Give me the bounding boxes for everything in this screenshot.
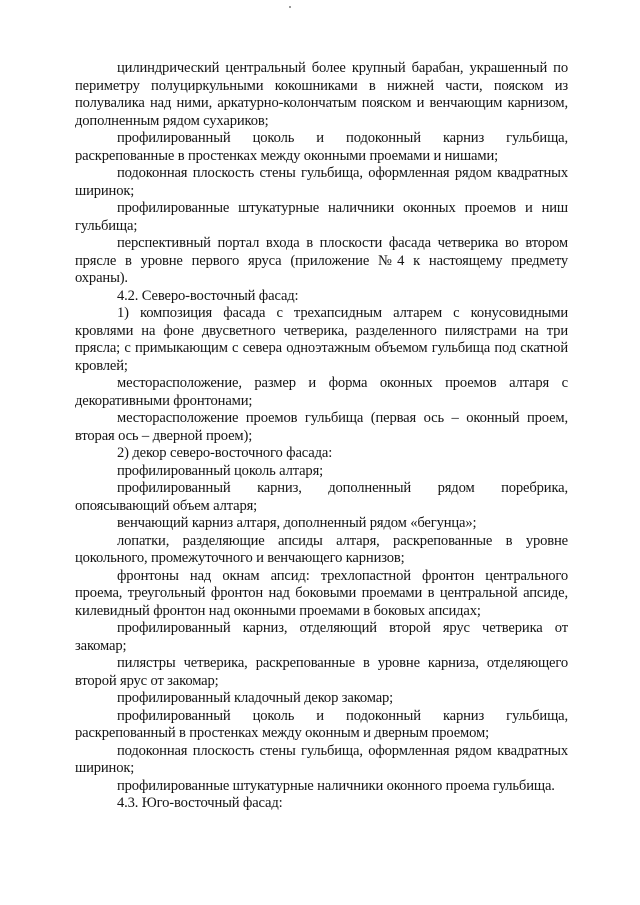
scan-mark [289, 6, 291, 8]
paragraph: лопатки, разделяющие апсиды алтаря, раскрепованные в уровне цокольного, промежуточного и венчающего карнизов; [75, 532, 568, 566]
paragraph: цилиндрический центральный более крупный барабан, украшенный по периметру полуциркульными кокошниками в нижней части, пояском из полувалика над ними, аркатурно-колончатым пояском и венчающим карнизом, дополненным рядом сухариков; [75, 60, 568, 129]
paragraph: подоконная плоскость стены гульбища, оформленная рядом квадратных ширинок; [75, 165, 568, 199]
paragraph: профилированные штукатурные наличники оконного проема гульбища. [117, 777, 555, 794]
paragraph: 1) композиция фасада с трехапсидным алтарем с конусовидными кровлями на фоне двусветного четверика, разделенного пилястрами на три прясла; с примыкающим с севера одноэтажным объемом гульбища под скатной кровлей; [75, 305, 568, 374]
paragraph: подоконная плоскость стены гульбища, оформленная рядом квадратных ширинок; [75, 742, 568, 776]
paragraph: 2) декор северо-восточного фасада: [117, 445, 333, 461]
paragraph: пилястры четверика, раскрепованные в уровне карниза, отделяющего второй ярус от закомар; [75, 655, 568, 689]
section-heading: 4.3. Юго-восточный фасад: [117, 795, 283, 811]
paragraph: профилированный карниз, отделяющий второй ярус четверика от закомар; [75, 620, 568, 654]
paragraph: месторасположение, размер и форма оконных проемов алтаря с декоративными фронтонами; [75, 375, 568, 409]
paragraph: профилированные штукатурные наличники оконных проемов и ниш гульбища; [75, 200, 568, 234]
paragraph: фронтоны над окнам апсид: трехлопастной фронтон центрального проема, треугольный фронтон над боковыми проемами в центральной апсиде, килевидный фронтон над оконными проемами в боковых апсидах; [75, 567, 568, 619]
paragraph: профилированный кладочный декор закомар; [117, 690, 394, 706]
paragraph: профилированный карниз, дополненный рядом поребрика, опоясывающий объем алтаря; [75, 480, 568, 514]
body-text [75, 60, 568, 813]
paragraph: месторасположение проемов гульбища (первая ось – оконный проем, вторая ось – дверной проем); [75, 410, 568, 444]
section-heading: 4.2. Северо-восточный фасад: [117, 287, 299, 304]
paragraph: профилированный цоколь и подоконный карниз гульбища, раскрепованные в простенках между оконными проемами и нишами; [75, 130, 568, 164]
paragraph: венчающий карниз алтаря, дополненный рядом «бегунца»; [117, 515, 477, 531]
paragraph: перспективный портал входа в плоскости фасада четверика во втором прясле в уровне первого яруса (приложение №4 к настоящему предмету охраны). [75, 235, 568, 286]
paragraph: профилированный цоколь и подоконный карниз гульбища, раскрепованный в простенках между оконным и дверным проемом; [75, 707, 568, 741]
paragraph: профилированный цоколь алтаря; [117, 462, 324, 479]
